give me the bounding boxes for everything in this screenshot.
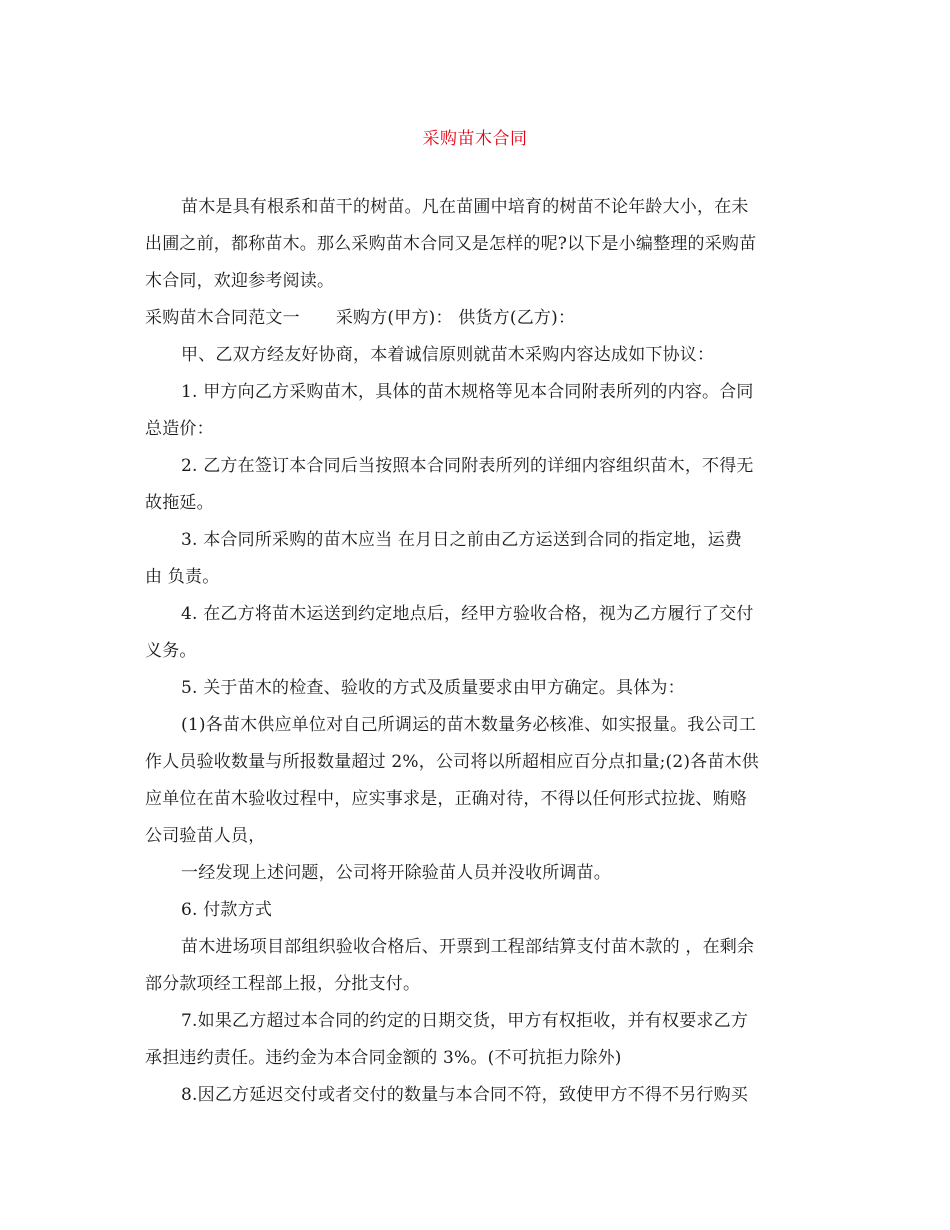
clause-line: 5. 关于苗木的检查、验收的方式及质量要求由甲方确定。具体为： [181,678,685,698]
clause-line: 公司验苗人员， [145,826,266,846]
clause-line: 由 负责。 [145,567,220,587]
paragraph-line: 木合同，欢迎参考阅读。 [145,271,335,291]
parties-label: 采购方(甲方)： 供货方(乙方)： [335,308,576,328]
clause-line: 故拖延。 [145,493,214,513]
paragraph-line: 苗木是具有根系和苗干的树苗。凡在苗圃中培育的树苗不论年龄大小，在未 [181,197,749,217]
clause-line: 7.如果乙方超过本合同的约定的日期交货，甲方有权拒收，并有权要求乙方 [181,1011,749,1031]
clause-line: 承担违约责任。违约金为本合同金额的 3%。(不可抗拒力除外) [145,1048,622,1068]
clause-line: 3. 本合同所采购的苗木应当 在月日之前由乙方运送到合同的指定地，运费 [181,530,743,550]
clause-line: 6. 付款方式 [181,900,273,920]
paragraph-line: 出圃之前，都称苗木。那么采购苗木合同又是怎样的呢?以下是小编整理的采购苗 [145,234,757,254]
clause-line: 1. 甲方向乙方采购苗木，具体的苗木规格等见本合同附表所列的内容。合同 [181,382,754,402]
clause-line: 一经发现上述问题，公司将开除验苗人员并没收所调苗。 [181,863,611,883]
clause-line: 苗木进场项目部组织验收合格后、开票到工程部结算支付苗木款的 ，在剩余 [181,937,755,957]
clause-line: 8.因乙方延迟交付或者交付的数量与本合同不符，致使甲方不得不另行购买 [181,1085,749,1105]
paragraph-line: 甲、乙双方经友好协商，本着诚信原则就苗木采购内容达成如下协议： [181,345,715,365]
clause-line: 应单位在苗木验收过程中，应实事求是，正确对待，不得以任何形式拉拢、贿赂 [145,789,747,809]
section-heading: 采购苗木合同范文一 [145,308,300,328]
clause-line: 2. 乙方在签订本合同后当按照本合同附表所列的详细内容组织苗木，不得无 [181,456,754,476]
clause-line: 总造价： [145,419,214,439]
document-title: 采购苗木合同 [422,129,528,149]
clause-line: 部分款项经工程部上报，分批支付。 [145,974,421,994]
clause-line: 义务。 [145,641,197,661]
clause-line: 作人员验收数量与所报数量超过 2%，公司将以所超相应百分点扣量;(2)各苗木供 [145,752,759,772]
clause-line: 4. 在乙方将苗木运送到约定地点后，经甲方验收合格，视为乙方履行了交付 [181,604,754,624]
clause-line: (1)各苗木供应单位对自己所调运的苗木数量务必核准、如实报量。我公司工 [181,715,757,735]
section-heading-line [145,307,810,329]
